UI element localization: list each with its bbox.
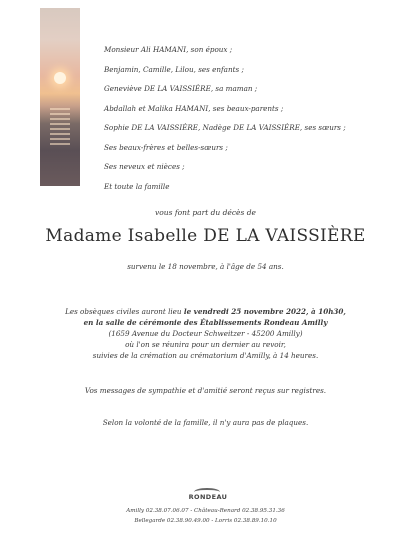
messages-note: Vos messages de sympathie et d'amitié seront reçus sur registres.	[84, 386, 327, 395]
sea-reflection-graphic	[50, 108, 70, 148]
family-line: Ses beaux-frères et belles-sœurs ;	[104, 142, 228, 152]
rondeau-logo	[178, 488, 238, 502]
announcement-intro: vous font part du décès de	[155, 208, 256, 217]
funeral-line-3: (1659 Avenue du Docteur Schweitzer - 45200 Amilly)	[108, 329, 303, 338]
family-line: Ses neveux et nièces ;	[104, 162, 185, 171]
family-line: Benjamin, Camille, Lilou, ses enfants ;	[104, 64, 244, 74]
funeral-line-4: où l'on se réunira pour un dernier au revoir,	[125, 340, 286, 349]
contact-line-1: Amilly 02.38.07.06.07 - Château-Renard 02.38.95.31.36	[126, 508, 285, 514]
logo-text: RONDEAU	[188, 493, 228, 501]
deceased-name: Madame Isabelle DE LA VAISSIÈRE	[45, 226, 366, 246]
sunset-sea-photo	[40, 8, 80, 186]
family-line: Sophie DE LA VAISSIÈRE, Nadège DE LA VAISSIÈRE, ses sœurs ;	[104, 123, 346, 132]
family-line: Abdallah et Malika HAMANI, ses beaux-parents ;	[104, 103, 284, 113]
contact-line-2: Bellegarde 02.38.90.49.00 - Lorris 02.38.89.10.10	[134, 518, 277, 524]
funeral-venue: en la salle de cérémonie des Établissements Rondeau Amilly	[83, 318, 328, 327]
family-line: Et toute la famille	[104, 181, 170, 191]
death-details: survenu le 18 novembre, à l'âge de 54 ans.	[127, 262, 284, 271]
sun-graphic	[54, 72, 66, 84]
funeral-line-2	[0, 317, 411, 328]
family-line: Monsieur Ali HAMANI, son époux ;	[104, 45, 233, 54]
family-list	[104, 40, 346, 196]
wishes-note: Selon la volonté de la famille, il n'y aura pas de plaques.	[102, 418, 309, 427]
funeral-details	[0, 306, 411, 361]
funeral-date: le vendredi 25 novembre 2022, à 10h30,	[183, 307, 346, 316]
funeral-line-1: Les obsèques civiles auront lieu le vendredi 25 novembre 2022, à 10h30,	[65, 307, 346, 316]
funeral-line-5: suivies de la crémation au crématorium d'Amilly, à 14 heures.	[92, 351, 319, 360]
family-line: Geneviève DE LA VAISSIÈRE, sa maman ;	[104, 84, 258, 93]
